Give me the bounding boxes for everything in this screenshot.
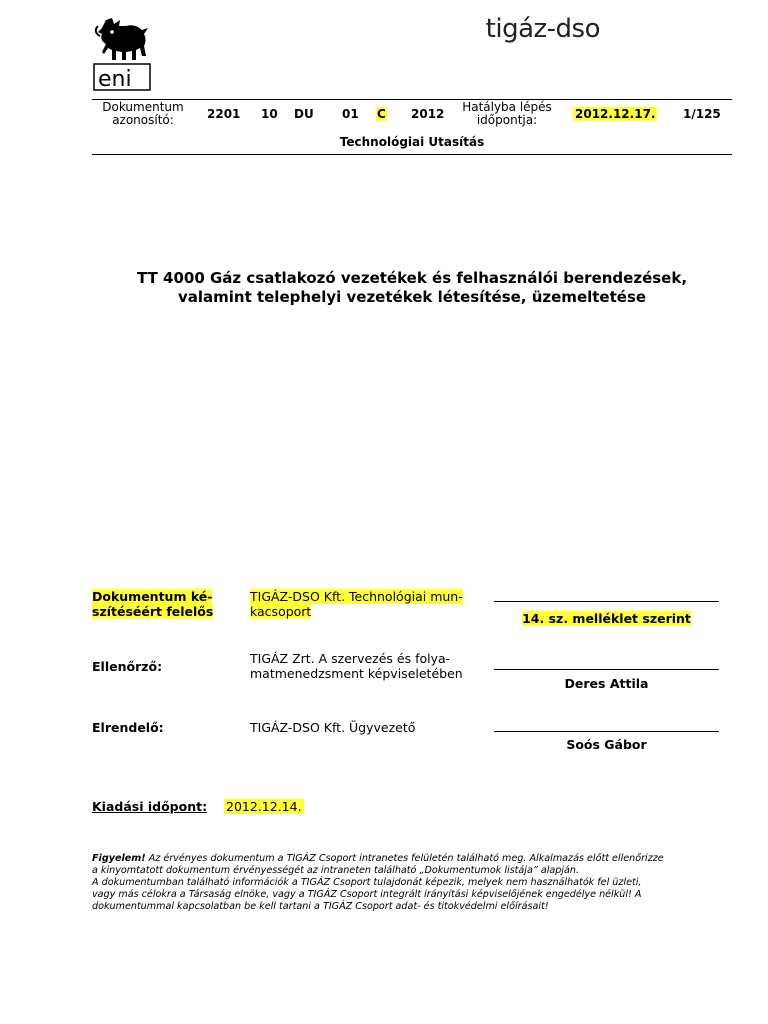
orderer-signature: Soós Gábor: [566, 737, 647, 752]
orderer-signature-line: [494, 731, 719, 732]
header-bottom-rule: [92, 154, 732, 155]
effective-date-label: Hatályba lépés időpontja:: [462, 100, 552, 127]
title-line-2: valamint telephelyi vezetékek létesítése, üzemeltetése: [177, 288, 647, 306]
eni-logo-text: eni: [98, 67, 132, 92]
orderer-label: Elrendelő:: [92, 720, 164, 735]
title-line-1: TT 4000 Gáz csatlakozó vezetékek és felhasználói berendezések,: [136, 269, 688, 287]
checker-value: TIGÁZ Zrt. A szervezés és folya- matmenedzsment képviseletében: [250, 651, 463, 681]
header-top-rule: [92, 99, 732, 100]
document-title: [92, 269, 732, 307]
doc-id-part-6: 2012: [411, 107, 445, 121]
effective-date: 2012.12.17.: [575, 107, 656, 121]
confidentiality-notice: Figyelem! Az érvényes dokumentum a TIGÁZ Csoport intranetes felületén található meg. Alkalmazás előtt ellenőrizze a kinyomtatott dokumentum érvényességét az intraneten található „Dokumentumok listája” alapján. A dokumentumban található információk a TIGÁZ Csoport tulajdonát képezik, melyek nem használhatók fel üzleti, vagy más célokra a Társaság elnöke, vagy a TIGÁZ Csoport integrált irányítási képviselőjének engedélye nélkül! A dokumentummal kapcsolatban be kell tartani a TIGÁZ Csoport adat- és titokvédelmi előírásait!: [92, 853, 664, 912]
author-label: Dokumentum ké- szítéséért felelős: [92, 589, 214, 619]
author-value: TIGÁZ-DSO Kft. Technológiai mun- kacsoport: [250, 589, 463, 619]
doc-id-part-5: C: [377, 107, 386, 121]
orderer-value: TIGÁZ-DSO Kft. Ügyvezető: [250, 720, 416, 735]
checker-signature: Deres Attila: [564, 676, 649, 691]
author-signature: 14. sz. melléklet szerint: [522, 611, 691, 626]
issue-date-label: Kiadási időpont:: [92, 799, 208, 814]
eni-logo: [92, 14, 158, 92]
issue-date: 2012.12.14.: [226, 799, 302, 814]
doc-id-part-1: 2201: [207, 107, 241, 121]
page-number: 1/125: [683, 107, 721, 121]
doc-type-title: Technológiai Utasítás: [339, 135, 485, 149]
notice-prefix: Figyelem!: [92, 853, 146, 864]
checker-label: Ellenőrző:: [92, 659, 163, 674]
doc-id-part-4: 01: [342, 107, 359, 121]
doc-id-label: Dokumentum azonosító:: [102, 100, 184, 127]
author-signature-line: [494, 601, 719, 602]
doc-id-part-3: DU: [294, 107, 314, 121]
checker-signature-line: [494, 669, 719, 670]
brand-wordmark: tigáz-dso: [485, 14, 600, 44]
doc-id-part-2: 10: [261, 107, 278, 121]
